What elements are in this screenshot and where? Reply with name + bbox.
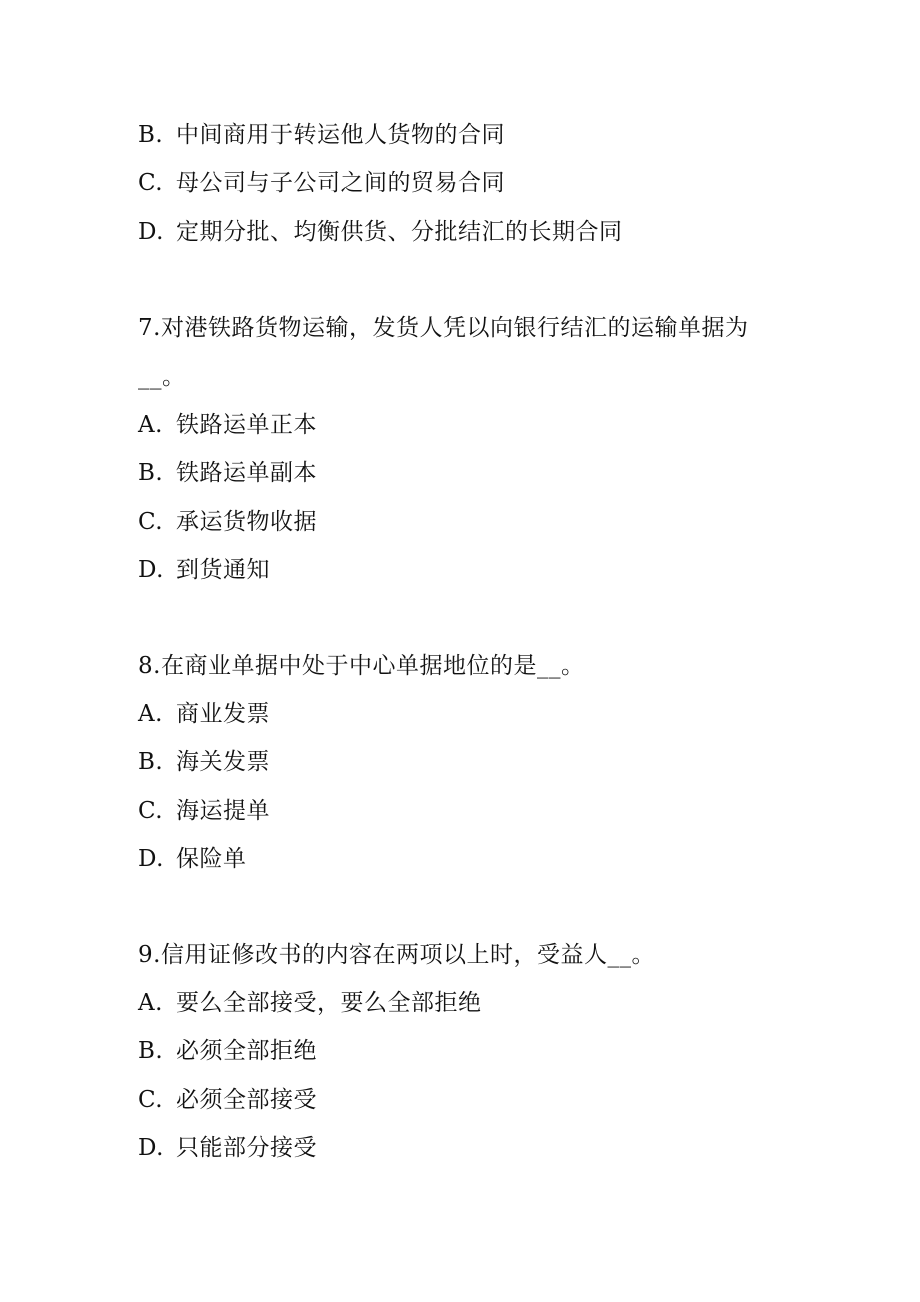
option-letter: C. <box>138 1087 164 1113</box>
option-text: 要么全部接受，要么全部拒绝 <box>176 990 482 1016</box>
question-number: 7. <box>138 315 161 341</box>
option-text: 定期分批、均衡供货、分批结汇的长期合同 <box>176 219 623 245</box>
q7-stem <box>138 313 748 343</box>
option-text: 海关发票 <box>176 749 270 775</box>
q7-option-b <box>138 458 317 488</box>
option-letter: D. <box>138 557 164 583</box>
option-letter: B. <box>138 460 164 486</box>
q9-stem <box>138 940 655 970</box>
option-text: 到货通知 <box>176 557 270 583</box>
option-text: 保险单 <box>176 846 247 872</box>
option-text: 必须全部接受 <box>176 1087 317 1113</box>
q9-option-c <box>138 1085 317 1115</box>
q9-option-b <box>138 1036 317 1066</box>
question-stem-line-1: 对港铁路货物运输，发货人凭以向银行结汇的运输单据为 <box>160 315 749 341</box>
question-stem: 信用证修改书的内容在两项以上时，受益人__。 <box>160 942 655 968</box>
q7-stem-continued <box>138 362 186 392</box>
option-letter: D. <box>138 846 164 872</box>
q8-stem <box>138 651 584 681</box>
q7-option-d <box>138 555 270 585</box>
question-stem-line-2: __。 <box>138 364 186 390</box>
option-letter: A. <box>138 412 163 438</box>
q6-option-b <box>138 120 505 150</box>
q9-option-a <box>138 988 482 1018</box>
option-letter: B. <box>138 122 164 148</box>
q8-option-d <box>138 844 247 874</box>
option-letter: C. <box>138 509 164 535</box>
question-number: 9. <box>138 942 161 968</box>
option-letter: C. <box>138 798 164 824</box>
option-letter: A. <box>138 701 163 727</box>
question-number: 8. <box>138 653 161 679</box>
q6-option-c <box>138 168 505 198</box>
q8-option-c <box>138 796 270 826</box>
option-letter: B. <box>138 749 164 775</box>
option-letter: D. <box>138 1135 164 1161</box>
option-letter: A. <box>138 990 163 1016</box>
option-text: 海运提单 <box>176 798 270 824</box>
q6-option-d <box>138 217 623 247</box>
option-text: 必须全部拒绝 <box>176 1038 317 1064</box>
q7-option-c <box>138 507 317 537</box>
option-text: 中间商用于转运他人货物的合同 <box>176 122 505 148</box>
question-stem: 在商业单据中处于中心单据地位的是__。 <box>160 653 585 679</box>
option-letter: B. <box>138 1038 164 1064</box>
q8-option-b <box>138 747 270 777</box>
option-text: 商业发票 <box>176 701 270 727</box>
q8-option-a <box>138 699 270 729</box>
option-text: 母公司与子公司之间的贸易合同 <box>176 170 505 196</box>
option-text: 铁路运单副本 <box>176 460 317 486</box>
option-text: 承运货物收据 <box>176 509 317 535</box>
q9-option-d <box>138 1133 317 1163</box>
q7-option-a <box>138 410 317 440</box>
option-text: 只能部分接受 <box>176 1135 317 1161</box>
option-letter: C. <box>138 170 164 196</box>
option-letter: D. <box>138 219 164 245</box>
option-text: 铁路运单正本 <box>176 412 317 438</box>
